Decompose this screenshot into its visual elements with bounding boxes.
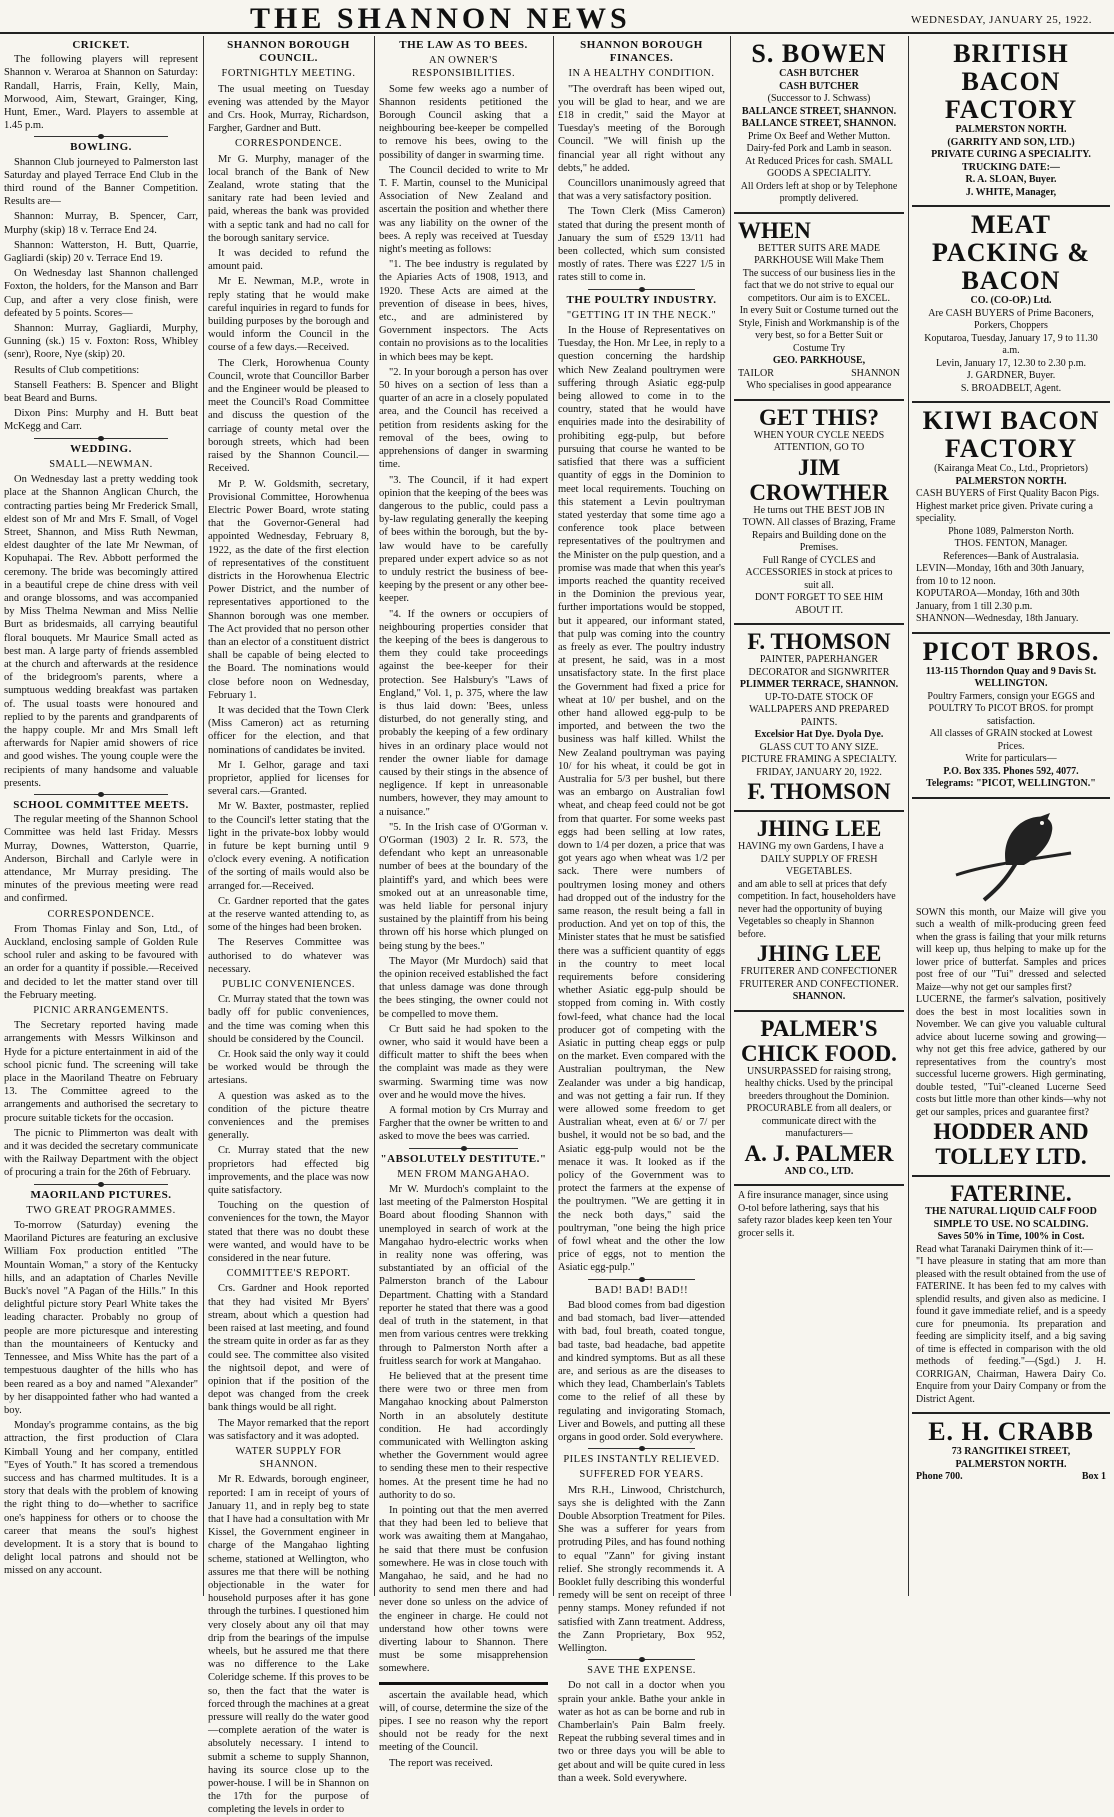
column-3 bbox=[379, 36, 548, 1769]
ad-line: CO. (CO-OP.) Ltd. bbox=[970, 295, 1052, 306]
ad-line: and am able to sell at prices that defy competition. In fact, householders have never had the opportunity of buying Vegetables so cheaply in Shannon before. bbox=[738, 878, 896, 940]
ad-title: BRITISH BACON FACTORY bbox=[944, 39, 1078, 124]
ad-line: Saves 50% in Time, 100% in Cost. bbox=[937, 1231, 1085, 1242]
ad-line: SHANNON—Wednesday, 18th January. bbox=[916, 613, 1079, 624]
paragraph: On Wednesday last a pretty wedding took place at the Shannon Anglican Church, the contracting parties being Mr Frederick Small, eldest son of Mr and Mrs F. Small, of Vogel Street, Shannon, and Miss Ruth Newman, eldest daughter of the late Mr Newman, of Kopuhapai. The Rev. Abbott performed the ceremony. The bride was becomingly attired in a beautiful crepe de chine dress with veil and orange blossoms, and was accompanied by Miss Thelma Newman and Miss Nellie Burt as bridesmaids, all carrying beautiful floral bouquets. Mr Maurice Small acted as best man. A large party of friends assembled at the church and afterwards at the residence of the bridegroom's parents, where a sumptuous wedding breakfast was partaken of. The usual toasts were honoured and replied to by the parents and grandparents of the happy couple. Mr and Mrs Small left afterwards for Napier amid showers of rice and good wishes. The young couple were the recipients of many handsome and valuable presents. bbox=[4, 474, 198, 789]
article-subheading: CORRESPONDENCE. bbox=[47, 908, 155, 920]
paragraph: The Council decided to write to Mr T. F. Martin, counsel to the Municipal Association of New Zealand and ascertain the position and whether there was any liability on the owner of the bees. A reply was received at Tuesday night's meeting as follows: bbox=[379, 164, 548, 256]
ad-meat-packing bbox=[912, 207, 1110, 403]
ad-parkhouse-tailor bbox=[734, 214, 904, 401]
ad-line: PALMERSTON NORTH. bbox=[955, 124, 1067, 135]
ad-line: BALLANCE STREET, SHANNON. bbox=[741, 105, 897, 117]
divider bbox=[588, 1448, 695, 1449]
ad-line: Read what Taranaki Dairymen think of it:— bbox=[916, 1243, 1093, 1255]
article-borough-finances bbox=[558, 39, 725, 285]
ad-line: PALMERSTON NORTH. bbox=[955, 475, 1067, 487]
paragraph: The usual meeting on Tuesday evening was attended by the Mayor and Crs. Hook, Murray, Richardson, Fargher, Gardner and Butt. bbox=[208, 83, 369, 135]
paragraph: Mr G. Murphy, manager of the local branch of the Bank of New Zealand, wrote stating that the sanitary rate had been levied and paid, whereas the bank was provided with a septic tank and had no call for the borough sanitary service. bbox=[208, 153, 369, 244]
paragraph: "The overdraft has been wiped out, you will be glad to hear, and we are £18 in credit," said the Mayor at Tuesday's meeting of the Borough Council. "We will finish up the financial year all right without any debts," he added. bbox=[558, 83, 725, 174]
article-subheading: BAD! BAD! BAD!! bbox=[594, 1284, 689, 1296]
ad-line: The success of our business lies in the fact that we do not strive to equal our competitors. Our aim is to EXCEL. bbox=[742, 267, 896, 304]
paragraph: Mr I. Gelhor, garage and taxi proprietor, applied for licenses for several cars.—Granted. bbox=[208, 759, 369, 798]
paragraph: The following players will represent Shannon v. Weraroa at Shannon on Saturday: Randall, Harris, Frain, Kelly, Main, Morwood, Aim, Stewart, Grainger, King, Hunt, Emer., Ward. Players to assemble at 1.45 p.m. bbox=[4, 54, 198, 132]
paragraph: Shannon: Watterston, H. Butt, Quarrie, Gagliardi (skip) 20 v. Terrace End 19. bbox=[4, 239, 198, 265]
ad-line: TRUCKING DATE:— bbox=[962, 161, 1060, 173]
ad-title: E. H. CRABB bbox=[928, 1417, 1094, 1446]
paragraph: Mr W. Baxter, postmaster, replied to the Council's letter stating that the light in the private-box lobby would in future be kept burning until 9 o'clock every evening. A notification of the sorting of mails would also be arranged for.—Received. bbox=[208, 801, 369, 892]
paragraph: Mr W. Murdoch's complaint to the last meeting of the Palmerston Hospital Board about flooding Shannon with unemployed in search of work at the Mangahao hydro-electric works when in reality none was offering, was substantiated by an official of the Palmerston branch of the Labour Department. Chatting with a Standard reporter he stated that there was a good deal of truth in the statement, in that men from various centres were trekking through to Palmerston North after a fruitless search for work at Mangahao. bbox=[379, 1184, 548, 1367]
ad-title: S. BOWEN bbox=[751, 39, 887, 68]
article-subheading: IN A HEALTHY CONDITION. bbox=[568, 68, 715, 80]
article-subheading: PILES INSTANTLY RELIEVED. bbox=[563, 1454, 720, 1466]
article-subheading: AN OWNER'S RESPONSIBILITIES. bbox=[411, 55, 516, 80]
ad-line: Koputaroa, Tuesday, January 17, 9 to 11.30 a.m. bbox=[924, 332, 1098, 356]
ad-line: Write for particulars— bbox=[965, 753, 1057, 764]
ad-line: 113-115 Thorndon Quay and 9 Davis St. WELLINGTON. bbox=[925, 665, 1097, 689]
ad-line: LUCERNE, the farmer's salvation, positively does the best in most localities sown in November. We can give you valuable cultural advice about lucerne sowing and growing—why not get this free advice, gathered by our representatives from the country's most successful lucerne growers. High germinating, double tested, "Tui"-cleaned Lucerne Seed costs but little more than other kinds—why not get our samples, prices and guarantee first? bbox=[916, 994, 1106, 1118]
ad-title: WHEN bbox=[738, 217, 811, 243]
divider bbox=[379, 1682, 548, 1685]
article-headline: SCHOOL COMMITTEE MEETS. bbox=[13, 798, 189, 811]
ad-title: F. THOMSON bbox=[747, 629, 891, 654]
ad-line: THE NATURAL LIQUID CALF FOOD SIMPLE TO USE. NO SCALDING. bbox=[925, 1206, 1097, 1230]
ad-palmers-chick-food bbox=[734, 1012, 904, 1187]
paragraph: Mr P. W. Goldsmith, secretary, Provisional Committee, Horowhenua Electric Power Board, wrote stating that the Governor-General had appointed Wednesday, February 8, 1922, as the date of the first election of representatives of the constituent districts in the Horowhenua Electric Power District, and the number of representatives apportioned to the Shannon borough was one member. The Act provided that no person other than an elector of a constituent district shall be capable of being elected to the Board. The nominations would close before noon on Wednesday, February 1. bbox=[208, 478, 369, 701]
article-subheading: COMMITTEE'S REPORT. bbox=[226, 1268, 351, 1280]
ad-line: In every Suit or Costume turned out the Style, Finish and Workmanship is of the very best, so for a Better Suit or Costume Try bbox=[738, 305, 900, 354]
article-subheading: FORTNIGHTLY MEETING. bbox=[221, 68, 356, 80]
paragraph: Monday's programme contains, as the big attraction, the first production of Clara Kimball Young and her company, entitled "Eyes of Youth." It has scored a tremendous success and has charmed multitudes. It is a story that deals with the problem of knowing the right thing to do—whether to sacrifice one's happiness for others or to choose the career that means the soul's highest development. It is a story that is bound to delight local patrons and should not be missed on any account. bbox=[4, 1420, 198, 1577]
article-continuation bbox=[379, 1689, 548, 1770]
paragraph: Shannon: Murray, B. Spencer, Carr, Murphy (skip) 18 v. Terrace End 24. bbox=[4, 211, 198, 236]
ad-crabb bbox=[912, 1414, 1110, 1490]
paragraph: "4. If the owners or occupiers of neighbouring properties consider that the keeping of the bees is dangerous to them they could take proceedings against the bee-keeper for their protection. See Halsbury's "Laws of England," Vol. 1, p. 375, where the law is thus laid down: 'Bees, unless disturbed, do not generally sting, and probably the keeping of a few ordinary hives in an ordinary place would not render the owner liable for damage caused by their stings in the absence of negligence. If kept in unreasonable numbers, however, they may amount to a nuisance." bbox=[379, 608, 548, 818]
ad-line: 73 RANGITIKEI STREET, PALMERSTON NORTH. bbox=[951, 1446, 1071, 1470]
paragraph: Shannon: Murray, Gagliardi, Murphy, Gunning (sk.) 15 v. Foxton: Ross, Whibley (senr), Roore, Nye (skip) 20. bbox=[4, 323, 198, 361]
column-5-ads bbox=[734, 36, 904, 1596]
paragraph: Do not call in a doctor when you sprain your ankle. Bathe your ankle in water as hot as can be borne and rub in Chamberlain's Pain Balm freely. Repeat the rubbing several times and in two or three days you will be able to get about and will be quite cured in less than a week. Sold everywhere. bbox=[558, 1680, 725, 1784]
ad-line: CASH BUTCHER bbox=[779, 80, 859, 92]
ad-line: Excelsior Hat Dye. Dyola Dye. bbox=[754, 729, 884, 740]
ad-line: R. A. SLOAN, Buyer. bbox=[965, 174, 1057, 185]
column-rule bbox=[553, 36, 554, 1596]
paragraph: Cr. Murray stated that the town was badly off for public conveniences, and the time was coming when this should be considered by the Council. bbox=[208, 994, 369, 1045]
article-headline: CRICKET. bbox=[72, 39, 130, 51]
ad-picot-bros bbox=[912, 634, 1110, 799]
divider bbox=[588, 289, 695, 290]
article-subheading: SMALL—NEWMAN. bbox=[49, 458, 153, 470]
paragraph: He believed that at the present time there were two or three men from Mangahao knocking about Palmerston North in an absolutely destitute condition. He had accordingly communicated with Wellington asking whether the Government would agree to sending these men to their respective homes. At the present time he had no authority to do so. bbox=[379, 1370, 548, 1501]
article-headline: THE LAW AS TO BEES. bbox=[399, 39, 528, 51]
paragraph: "3. The Council, if it had expert opinion that the keeping of the bees was dangerous to the public, could pass a by-law regulating generally the keeping of bees within the borough, but the by-law would have to be carefully prepared under expert advice so as not to unduly restrict the business of bee-keeping by the present or any other bee-keeper. bbox=[379, 474, 548, 605]
paragraph: In the House of Representatives on Tuesday, the Hon. Mr Lee, in reply to a question concerning the hardship which New Zealand poultrymen were suffering through Asiatic egg-pulp being allowed to come in to the country, stated that he would have enquiries made into the desirability of prohibiting egg-pulp, but before pursuing that course he wanted to be satisfied that there was a sufficient quantity of eggs in the Dominion to meet local requirements. Touching on this statement a Levin poultryman stated yesterday that some time ago a conference took place between representatives of the poultrymen and the Minister on the pulp question, and a promise was made that when this year's imports reached the quantity received in the Dominion the previous year, further importations would be stopped, but it appeared, our informant stated, that pulp was coming into the country as freely as ever. The poultry industry at present, he said, was in a most unsatisfactory state. In the first place the Government had fixed a price for wheat at 10/ per bushel, and on the other hand allowed egg-pulp to be imported, and between the two the business was half killed. Whilst the New Zealand poultryman was paying 10/ for his wheat, it could be got in Australia for 5/3 per bushel, but there was an embargo on Australian fowl wheat, and cheap feed could not be got from that quarter. For some weeks past eggs had been selling at low rates, down to 1/4 per dozen, a price that was got years ago when wheat was 1/2 per sack. There were numbers of poultrymen losing money and others had dropped out of the industry for the same reason, the result being a fall in production. And yet on top of this, the Minister states that he must be satisfied there was a sufficient quantity of eggs in the country to meet local requirements before considering whether Asiatic egg-pulp should be stopped from coming in. With costly fowl-feed, what chance had the local producer got of competing with the Asiatic in putting cheap eggs or pulp on the market. Even compared with the Australian poultryman, the New Zealander was under a big handicap, and was not getting a fair run. If they were allowed some freedom to get Australian wheat, even at 6/ or 7/ per bushel, it would not be so bad, and the Asiatic egg-pulp would not be the menace it was. It looked as if the policy of the Government was to protect the farmers at the expense of the poultrymen. "We are getting it in the neck both days," said the poultryman, "one being the high price of fowl wheat and the other the low price of eggs, not to mention the Asiatic egg-pulp." bbox=[558, 325, 725, 1274]
paragraph: It was decided that the Town Clerk (Miss Cameron) act as returning officer for the election, and that nominations of candidates be invited. bbox=[208, 704, 369, 756]
ad-line: "I have pleasure in stating that am more than pleased with the result obtained from the use of FATERINE. It has been fed to my calves with splendid results, and given also as medicine. I found it gave immediate relief, and is a speedy cure for pneumonia. Its preparation and feeding are simplicity itself, and a big saving of time is effected in comparison with the old methods of feeding."—(Sgd.) J. H. CORRIGAN, Chairman, Hawera Dairy Co. Enquire from your Dairy Company or from the District Agent. bbox=[916, 1256, 1106, 1405]
article-headline: BOWLING. bbox=[70, 141, 132, 154]
ad-bowen-butcher bbox=[734, 36, 904, 214]
divider bbox=[34, 438, 168, 439]
divider bbox=[34, 1184, 168, 1185]
paragraph: To-morrow (Saturday) evening the Maoriland Pictures are featuring an exclusive William Fox production entitled "The Mountain Woman," a story of the Kentucky hills, and an adaptation of Charles Neville Buck's novel "A Pagan of the Hills." In this delightful picture story Pearl White takes the leading character. Probably no group of people are more picturesque and interesting than the mountaineers of Kentucky and Tennessee, and Miss White has the part of a tempestuous daughter of the hills who has been reared as a boy and named "Alexander" by her disappointed father who had wanted a boy. bbox=[4, 1220, 198, 1416]
ad-line: DON'T FORGET TO SEE HIM ABOUT IT. bbox=[754, 592, 884, 616]
article-cricket bbox=[4, 39, 198, 132]
ad-line: AND CO., LTD. bbox=[784, 1165, 854, 1177]
masthead bbox=[0, 0, 1114, 34]
paragraph: The picnic to Plimmerton was dealt with and it was decided the secretary communicate with the Railway Department with the object of procuring a train for the 26th of February. bbox=[4, 1127, 198, 1179]
article-subheading: MEN FROM MANGAHAO. bbox=[397, 1168, 530, 1180]
article-subheading: SAVE THE EXPENSE. bbox=[587, 1665, 696, 1677]
ad-title: MEAT PACKING & BACON bbox=[931, 210, 1090, 295]
ad-title: FATERINE. bbox=[950, 1181, 1072, 1206]
article-headline: WEDDING. bbox=[70, 442, 132, 455]
ad-line: He turns out THE BEST JOB IN TOWN. All classes of Brazing, Frame Repairs and Building done on the Premises. bbox=[742, 504, 896, 553]
ad-line: References—Bank of Australasia. bbox=[943, 550, 1079, 562]
paragraph: Cr. Murray stated that the new proprietors had effected big improvements, and the place was now quite satisfactory. bbox=[208, 1145, 369, 1197]
divider bbox=[34, 794, 168, 795]
ad-line: LEVIN—Monday, 16th and 30th January, from 10 to 12 noon. bbox=[916, 563, 1085, 587]
ad-line: At Reduced Prices for cash. SMALL GOODS A SPECIALITY. bbox=[745, 155, 893, 179]
ad-line: Telegrams: "PICOT, WELLINGTON." bbox=[926, 778, 1096, 789]
ad-line: P.O. Box 335. Phones 592, 4077. bbox=[943, 765, 1079, 777]
tui-bird-illustration bbox=[946, 805, 1076, 905]
paragraph: Cr. Hook said the only way it could be worked would be through the artesians. bbox=[208, 1049, 369, 1087]
article-subheading: CORRESPONDENCE. bbox=[235, 138, 342, 150]
ad-line: J. GARDNER, Buyer. bbox=[966, 370, 1056, 381]
ad-line: All Orders left at shop or by Telephone promptly delivered. bbox=[740, 180, 898, 204]
paragraph: ascertain the available head, which will, of course, determine the size of the pipes. I see no reason why the report should not be ready for the next meeting of the Council. bbox=[379, 1689, 548, 1754]
ad-title: JHING LEE bbox=[756, 941, 882, 966]
article-absolutely-destitute bbox=[379, 1153, 548, 1676]
article-headline: THE POULTRY INDUSTRY. bbox=[566, 293, 717, 306]
ad-jim-crowther bbox=[734, 401, 904, 626]
ad-line: S. BROADBELT, Agent. bbox=[960, 382, 1062, 394]
ad-title: HODDER AND TOLLEY LTD. bbox=[933, 1119, 1089, 1169]
ad-title: F. THOMSON bbox=[747, 779, 891, 804]
ad-line: SOWN this month, our Maize will give you such a wealth of milk-producing green feed when the grass is failing that your milk returns will keep up, thus helping to make up for the lower price of butterfat. Samples and prices post free of our "Tui" dressed and selected Maize—why not get our samples first? bbox=[916, 906, 1106, 993]
ad-title: PICOT BROS. bbox=[922, 636, 1100, 666]
paragraph: The report was received. bbox=[389, 1757, 493, 1769]
ad-fire-insurance bbox=[734, 1186, 904, 1246]
paragraph: Councillors unanimously agreed that that was a very satisfactory position. bbox=[558, 178, 725, 203]
ad-line: UNSURPASSED for raising strong, healthy chicks. Used by the principal breeders throughout the Dominion. PROCURABLE from all dealers, or communicate direct with the manufacturers— bbox=[744, 1065, 894, 1139]
ad-title: JHING LEE bbox=[756, 816, 882, 841]
ad-line: Phone 1089, Palmerston North. bbox=[948, 525, 1074, 537]
newspaper-title: THE SHANNON NEWS bbox=[250, 2, 631, 35]
paragraph: Crs. Gardner and Hook reported that they had visited Mr Byers' stream, about which a question had been raised at last meeting, and found the stream quite in order as far as they could see. The committee also visited the nightsoil depot, and were of opinion that if the position of the depot was changed from the creek bank things would be all right. bbox=[208, 1283, 369, 1414]
ad-line: (Successor to J. Schwass) bbox=[767, 93, 871, 104]
ad-faterine bbox=[912, 1177, 1110, 1414]
article-subheading: TWO GREAT PROGRAMMES. bbox=[26, 1204, 176, 1216]
article-subheading: PUBLIC CONVENIENCES. bbox=[221, 979, 356, 991]
ad-kiwi-bacon bbox=[912, 403, 1110, 634]
column-6-ads bbox=[912, 36, 1110, 1596]
paragraph: It was decided to refund the amount paid. bbox=[208, 248, 369, 273]
ad-line: Full Range of CYCLES and ACCESSORIES in stock at prices to suit all. bbox=[745, 554, 893, 591]
article-school-committee bbox=[4, 799, 198, 1180]
ad-line: WHEN YOUR CYCLE NEEDS ATTENTION, GO TO bbox=[753, 429, 885, 453]
article-law-bees bbox=[379, 39, 548, 1144]
divider bbox=[409, 1148, 518, 1149]
ad-line: SHANNON bbox=[851, 367, 900, 379]
ad-line: (GARRITY AND SON, LTD.) bbox=[947, 136, 1075, 148]
article-headline: SHANNON BOROUGH FINANCES. bbox=[580, 39, 703, 65]
ad-hodder-tolley bbox=[912, 799, 1110, 1178]
ad-title: GET THIS? bbox=[759, 404, 879, 430]
paragraph: "2. In your borough a person has over 50 hives on a section of less than a quarter of an acre in a closely populated area, and the Council has received a petition from residents asking for the removal of the bees, owing to apprehensions of danger in swarming time. bbox=[379, 366, 548, 471]
ad-line: CASH BUTCHER bbox=[779, 68, 859, 79]
paragraph: In pointing out that the men averred that they had been led to believe that work was awaiting them at Mangahao, he said that there must be confusion somewhere. He was in close touch with Mangahao, he said, and he had no authority to send men there and had never done so unless on the advice of the engineer in charge. He could not understand how other towns were diverting labour to Shannon. There must be some misapprehension somewhere. bbox=[379, 1504, 548, 1675]
paragraph: Results of Club competitions: bbox=[14, 364, 140, 376]
ad-line: PLIMMER TERRACE, SHANNON. bbox=[739, 679, 899, 690]
ad-british-bacon bbox=[912, 36, 1110, 207]
article-headline: "ABSOLUTELY DESTITUTE." bbox=[380, 1152, 547, 1165]
ad-jhing-lee bbox=[734, 812, 904, 1012]
ad-line: All classes of GRAIN stocked at Lowest Prices. bbox=[929, 728, 1093, 752]
ad-line: J. WHITE, Manager, bbox=[965, 186, 1057, 198]
divider bbox=[588, 1659, 695, 1660]
column-rule bbox=[374, 36, 375, 1596]
ad-line: Prime Ox Beef and Wether Mutton. Dairy-fed Pork and Lamb in season. bbox=[746, 130, 892, 154]
article-headline: SHANNON BOROUGH COUNCIL. bbox=[227, 39, 350, 65]
ad-line: FRUITERER AND CONFECTIONER FRUITERER AND CONFECTIONER. bbox=[739, 966, 899, 990]
paragraph: The Secretary reported having made arrangements with Messrs Wilkinson and Hyde for a picture entertainment in aid of the school picnic fund. The screening will take place in the Maoriland Theatre on February 13. The Committee agreed to the arrangements and authorised the secretary to procure suitable tickets for the occasion. bbox=[4, 1020, 198, 1124]
ad-line: CASH BUYERS of First Quality Bacon Pigs. Highest market price given. Private curing a speciality. bbox=[916, 488, 1100, 524]
paragraph: Some few weeks ago a number of Shannon residents petitioned the Borough Council asking that a neighbouring bee-keeper be compelled to remove his bees, owing to the possibility of danger in swarming time. bbox=[379, 83, 548, 161]
divider bbox=[588, 1279, 695, 1280]
column-rule bbox=[730, 36, 731, 1596]
ad-line: Who specialises in good appearance bbox=[746, 380, 892, 391]
article-piles bbox=[558, 1453, 725, 1655]
article-borough-council bbox=[208, 39, 369, 1817]
ad-line: TAILOR bbox=[738, 367, 774, 379]
ad-line: Levin, January 17, 12.30 to 2.30 p.m. bbox=[936, 357, 1086, 369]
paragraph: Mr E. Newman, M.P., wrote in reply stating that he would make careful inquiries in regard to funds for building purposes by the borough and would inform the Council in the course of a few days.—Received. bbox=[208, 276, 369, 354]
ad-line: DAILY SUPPLY OF FRESH VEGETABLES. bbox=[760, 853, 878, 877]
paragraph: Stansell Feathers: B. Spencer and Blight beat Beard and Burns. bbox=[4, 379, 198, 405]
ad-line: PRIVATE CURING A SPECIALITY. bbox=[931, 149, 1091, 160]
ad-line: Are CASH BUYERS of Prime Baconers, Porkers, Choppers bbox=[928, 307, 1094, 331]
ad-line: GLASS CUT TO ANY SIZE. bbox=[759, 741, 879, 753]
paragraph: Cr. Gardner reported that the gates at the reserve wanted attending to, as some of the hinges had been broken. bbox=[208, 895, 369, 934]
column-rule bbox=[203, 36, 204, 1596]
paragraph: Mrs R.H., Linwood, Christchurch, says she is delighted with the Zann Double Absorption Treatment for Piles. She was a sufferer for years from protruding Piles, and has found nothing to equal "Zann" for giving instant relief. She strongly recommends it. A Booklet fully describing this wonderful remedy will be sent on receipt of three penny stamps. Money refunded if not satisfied with Zann treatment. Address, the Zann Proprietary, Box 952, Wellington. bbox=[558, 1484, 725, 1654]
issue-date: WEDNESDAY, JANUARY 25, 1922. bbox=[910, 14, 1092, 26]
paragraph: The Mayor remarked that the report was satisfactory and it was adopted. bbox=[208, 1417, 369, 1442]
paragraph: The regular meeting of the Shannon School Committee was held last Friday. Messrs Murray, Downes, Watterston, Quarrie, Anderson, Birchall and Carlyle were in attendance, Mr Murray presiding. The minutes of the previous meeting were read and confirmed. bbox=[4, 814, 198, 905]
ad-line: SHANNON. bbox=[792, 991, 846, 1002]
article-subheading: PICNIC ARRANGEMENTS. bbox=[33, 1005, 169, 1017]
paragraph: A question was asked as to the condition of the picture theatre conveniences and the premises generally. bbox=[208, 1090, 369, 1142]
paragraph: "1. The bee industry is regulated by the Apiaries Acts of 1908, 1913, and 1920. These Acts are aimed at the prevention of disease in bees, hives, etc., and are administered by Government inspectors. The Acts contain no provisions as to the localities in which bees may be kept. bbox=[379, 259, 548, 363]
column-rule bbox=[908, 36, 909, 1596]
ad-line: PAINTER, PAPERHANGER DECORATOR and SIGNWRITER bbox=[748, 654, 890, 678]
ad-line: KOPUTAROA—Monday, 16th and 30th January, from 1 till 2.30 p.m. bbox=[916, 588, 1080, 612]
paragraph: Touching on the question of conveniences for the town, the Mayor stated that there was no doubt these were wanted, and would have to be considered in the near future. bbox=[208, 1200, 369, 1265]
ad-title: KIWI BACON FACTORY bbox=[922, 406, 1100, 463]
article-save-expense bbox=[558, 1664, 725, 1785]
paragraph: From Thomas Finlay and Son, Ltd., of Auckland, enclosing sample of Golden Rule school ruler and asking to be favoured with an order for a quantity if possible.—Received and decided to let the matter stand over till the February meeting. bbox=[4, 923, 198, 1001]
paragraph: Mr R. Edwards, borough engineer, reported: I am in receipt of yours of January 11, and in reply beg to state that I have had a consultation with Mr Kissel, the Government engineer in charge of the Mangahao lighting scheme, stationed at Wellington, who assures me that there will be nothing objectionable in the water for household purposes after it has gone through the turbines. I questioned him very closely about any oil that may drip from the bearings of the impulse wheels, but he assured me that there was no difference to the Lake Coleridge scheme. If this proves to be so, then the fact that the water is forced through the machines at a great pressure will really do the water good—complete aeration of the water is absolutely necessary. I intend to submit a scheme to supply Shannon, having its source close up to the power-house. I will be in Shannon on the 17th for the purpose of completing the levels in order to bbox=[208, 1474, 369, 1816]
ad-line: (Kairanga Meat Co., Ltd., Proprietors) bbox=[934, 463, 1088, 474]
divider bbox=[34, 136, 168, 137]
paragraph: The Town Clerk (Miss Cameron) stated that during the present month of January the sum of £529 13/11 had been collected, which sum consisted mostly of rates. There was £227 1/5 in rates still to come in. bbox=[558, 206, 725, 284]
ad-line: PICTURE FRAMING A SPECIALTY. FRIDAY, JANUARY 20, 1922. bbox=[741, 754, 897, 778]
ad-title: JIM CROWTHER bbox=[749, 454, 889, 505]
paragraph: On Wednesday last Shannon challenged Foxton, the holders, for the Manson and Barr Cup, and after a very close finish, were defeated by 5 points. Scores— bbox=[4, 268, 198, 319]
ad-title: PALMER'S CHICK FOOD. bbox=[741, 1015, 897, 1066]
ad-line: Poultry Farmers, consign your EGGS and POULTRY To PICOT BROS. for prompt satisfaction. bbox=[927, 690, 1095, 727]
paragraph: Dixon Pins: Murphy and H. Butt beat McKegg and Carr. bbox=[4, 408, 198, 433]
ad-line: BALLANCE STREET, SHANNON. bbox=[741, 118, 897, 129]
ad-line: HAVING my own Gardens, I have a bbox=[738, 841, 884, 852]
paragraph: Shannon Club journeyed to Palmerston last Saturday and played Terrace End Club in the third round of the Banner Competition. Results are— bbox=[4, 156, 198, 208]
column-2 bbox=[208, 36, 369, 1816]
article-headline: MAORILAND PICTURES. bbox=[30, 1188, 172, 1201]
article-bad-bad-bad bbox=[558, 1284, 725, 1444]
ad-line: THOS. FENTON, Manager. bbox=[954, 538, 1068, 549]
paragraph: Bad blood comes from bad digestion and bad stomach, bad liver—attended with bad, foul breath, coated tongue, bad taste, bad headache, bad appetite and kindred symptoms. But as all these are, and serious as are the diseases to which they lead, Chamberlain's Tablets come to the relief of all these by regulating and invigorating Stomach, Liver and Bowels, and putting all these organs in good order. Sold everywhere. bbox=[558, 1299, 725, 1443]
article-poultry-industry bbox=[558, 294, 725, 1275]
ad-title: A. J. PALMER bbox=[744, 1140, 894, 1166]
column-1 bbox=[4, 36, 198, 1596]
article-maoriland-pictures bbox=[4, 1189, 198, 1578]
ad-line: GEO. PARKHOUSE, bbox=[772, 355, 866, 366]
paragraph: A formal motion by Crs Murray and Fargher that the owner be written to and asked to move the bees was carried. bbox=[379, 1105, 548, 1143]
column-4 bbox=[558, 36, 725, 1784]
article-subheading: WATER SUPPLY FOR SHANNON. bbox=[235, 1445, 342, 1471]
article-subheading: "GETTING IT IN THE NECK." bbox=[566, 309, 717, 321]
article-bowling bbox=[4, 141, 198, 433]
ad-line: UP-TO-DATE STOCK OF WALLPAPERS AND PREPARED PAINTS. bbox=[749, 691, 889, 728]
paragraph: The Reserves Committee was authorised to do whatever was necessary. bbox=[208, 937, 369, 975]
paragraph: "5. In the Irish case of O'Gorman v. O'Gorman (1903) 2 Ir. R. 573, the defendant who kept an unreasonable number of bees at the boundary of the plaintiff's yard, and which bees were smoked out at an unreasonable time, was held liable for personal injury sustained by the plaintiff from his being thrown off his horse which plunged on being stung by the bees." bbox=[379, 821, 548, 952]
ad-line: Box 1 bbox=[1081, 1471, 1106, 1482]
ad-line: Phone 700. bbox=[916, 1471, 963, 1482]
article-wedding bbox=[4, 443, 198, 790]
paragraph: The Mayor (Mr Murdoch) said that the opinion received established the fact that unless damage was done through the bees stinging, the owner could not be compelled to move them. bbox=[379, 955, 548, 1020]
ad-f-thomson bbox=[734, 625, 904, 812]
paragraph: The Clerk, Horowhenua County Council, wrote that Councillor Barber and the Engineer would be pleased to meet the Council's Road Committee and discuss the question of the carriage of county metal over the borough streets, which had been raised by the Shannon Council.—Received. bbox=[208, 357, 369, 475]
paragraph: Cr Butt said he had spoken to the owner, who said it would have been a difficult matter to shift the bees when the complaint was made as they were swarming. Swarming time was now over and he would move the hives. bbox=[379, 1023, 548, 1101]
ad-line: BETTER SUITS ARE MADE PARKHOUSE Will Make Them bbox=[754, 242, 884, 266]
article-subheading: SUFFERED FOR YEARS. bbox=[579, 1469, 704, 1481]
ad-line: A fire insurance manager, since using O-tol before lathering, says that his safety razor blades keep keen ten Your grocer sells it. bbox=[738, 1190, 893, 1239]
